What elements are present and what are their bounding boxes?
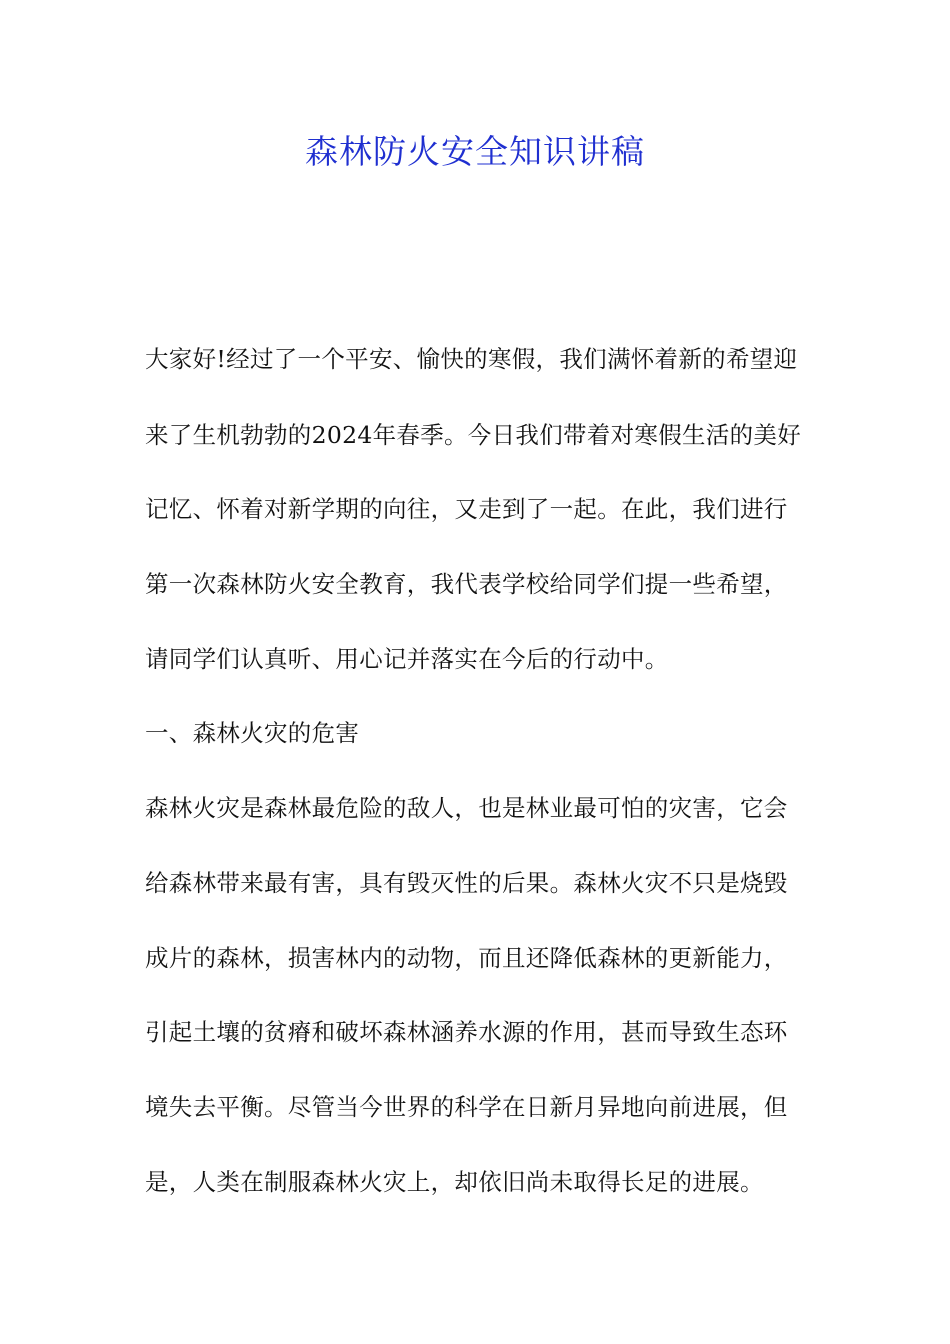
paragraph-line: 记忆、怀着对新学期的向往，又走到了一起。在此，我们进行	[145, 495, 788, 523]
paragraph-line: 来了生机勃勃的2024年春季。今日我们带着对寒假生活的美好	[145, 421, 802, 449]
paragraph-line: 境失去平衡。尽管当今世界的科学在日新月异地向前进展，但	[145, 1093, 788, 1121]
paragraph-line: 给森林带来最有害，具有毁灭性的后果。森林火灾不只是烧毁	[145, 869, 788, 897]
paragraph-line: 森林火灾是森林最危险的敌人，也是林业最可怕的灾害，它会	[145, 794, 788, 822]
paragraph-line: 成片的森林，损害林内的动物，而且还降低森林的更新能力，	[145, 944, 788, 972]
paragraph-line: 第一次森林防火安全教育，我代表学校给同学们提一些希望，	[145, 570, 788, 598]
paragraph-line: 请同学们认真听、用心记并落实在今后的行动中。	[145, 645, 669, 673]
document-title: 森林防火安全知识讲稿	[305, 132, 645, 171]
section-heading: 一、森林火灾的危害	[145, 719, 360, 747]
paragraph-line: 是，人类在制服森林火灾上，却依旧尚未取得长足的进展。	[145, 1168, 764, 1196]
paragraph-line: 大家好!经过了一个平安、愉快的寒假，我们满怀着新的希望迎	[145, 345, 798, 373]
paragraph-line: 引起土壤的贫瘠和破坏森林涵养水源的作用，甚而导致生态环	[145, 1018, 788, 1046]
